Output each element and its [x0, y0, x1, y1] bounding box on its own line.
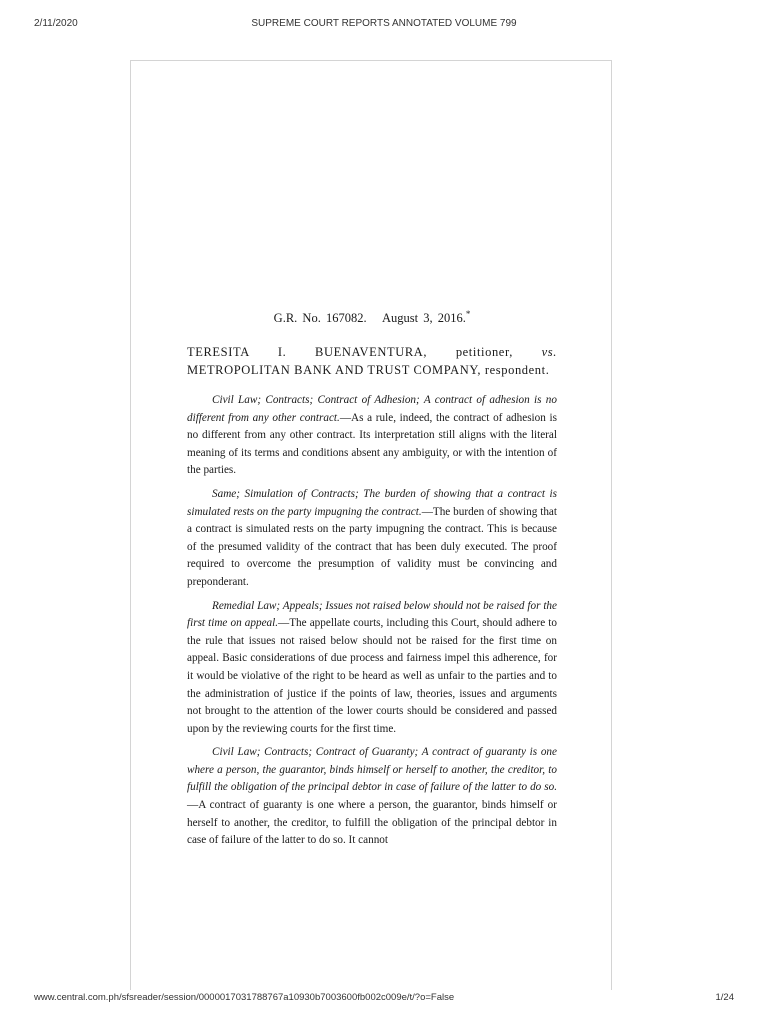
syllabus-text: —As a rule, indeed, the contract of adhesion is no different from any other contract. Its interpretation still aligns with the literal meaning of its terms and conditions absent any ambiguity, or with the intention of the parties. — [187, 411, 557, 477]
petitioner-name: TERESITA I. BUENAVENTURA, — [187, 345, 428, 359]
syllabus-text: —A contract of guaranty is one where a person, the guarantor, binds himself or herself to another, the creditor, to fulfill the obligation of the principal debtor in case of failure of the latter to do so. It cannot — [187, 799, 557, 847]
versus-label: vs. — [541, 345, 557, 359]
syllabus-heading: Same; Simulation of Contracts; The burden of showing that a contract is simulated rests on the party impugning the contract. — [187, 487, 557, 518]
syllabus-heading: Remedial Law; Appeals; Issues not raised below should not be raised for the first time on appeal. — [187, 599, 557, 630]
syllabus-paragraph — [187, 486, 557, 592]
syllabus-text: —The appellate courts, including this Court, should adhere to the rule that issues not raised below should not be raised for the first time on appeal. Basic considerations of due process and fairness impel this adherence, for it would be violative of the right to be heard as well as unfair to the parties and to the administration of justice if the points of law, theories, issues and arguments not brought to the attention of the lower courts should be considered and passed upon by the reviewing courts for the first time. — [187, 617, 557, 735]
case-parties — [187, 344, 557, 379]
case-header — [187, 308, 557, 326]
syllabus-heading: Civil Law; Contracts; Contract of Guaranty; A contract of guaranty is one where a person, the guarantor, binds himself or herself to another, the creditor, to fulfill the obligation of the principal debtor in case of failure of the latter to do so. — [187, 746, 557, 794]
document-page — [130, 60, 612, 990]
syllabus-paragraph — [187, 598, 557, 739]
petitioner-role: petitioner, — [455, 345, 513, 359]
footnote-marker: * — [465, 308, 471, 319]
case-date: August 3, 2016. — [381, 311, 466, 325]
respondent-role: respondent. — [484, 362, 550, 377]
syllabus-paragraph — [187, 392, 557, 480]
document-content — [187, 308, 557, 856]
syllabus-text: —The burden of showing that a contract is simulated rests on the party impugning the contract. This is because of the presumed validity of the contract that has been duly executed. The proof required to overcome the presumption of validity must be convincing and preponderant. — [187, 505, 557, 588]
respondent-name: METROPOLITAN BANK AND TRUST COMPANY, — [187, 362, 482, 377]
print-url: www.central.com.ph/sfsreader/session/0000017031788767a10930b7003600fb002c009e/t/?o=False — [34, 992, 455, 1003]
print-footer — [0, 992, 768, 1008]
case-number: G.R. No. 167082. — [273, 311, 367, 325]
print-date: 2/11/2020 — [34, 18, 78, 29]
page-number: 1/24 — [715, 992, 734, 1003]
print-header — [0, 18, 768, 34]
syllabus-paragraph — [187, 744, 557, 850]
syllabus-heading: Civil Law; Contracts; Contract of Adhesion; A contract of adhesion is no different from any other contract. — [187, 394, 557, 424]
print-title: SUPREME COURT REPORTS ANNOTATED VOLUME 799 — [251, 18, 517, 29]
